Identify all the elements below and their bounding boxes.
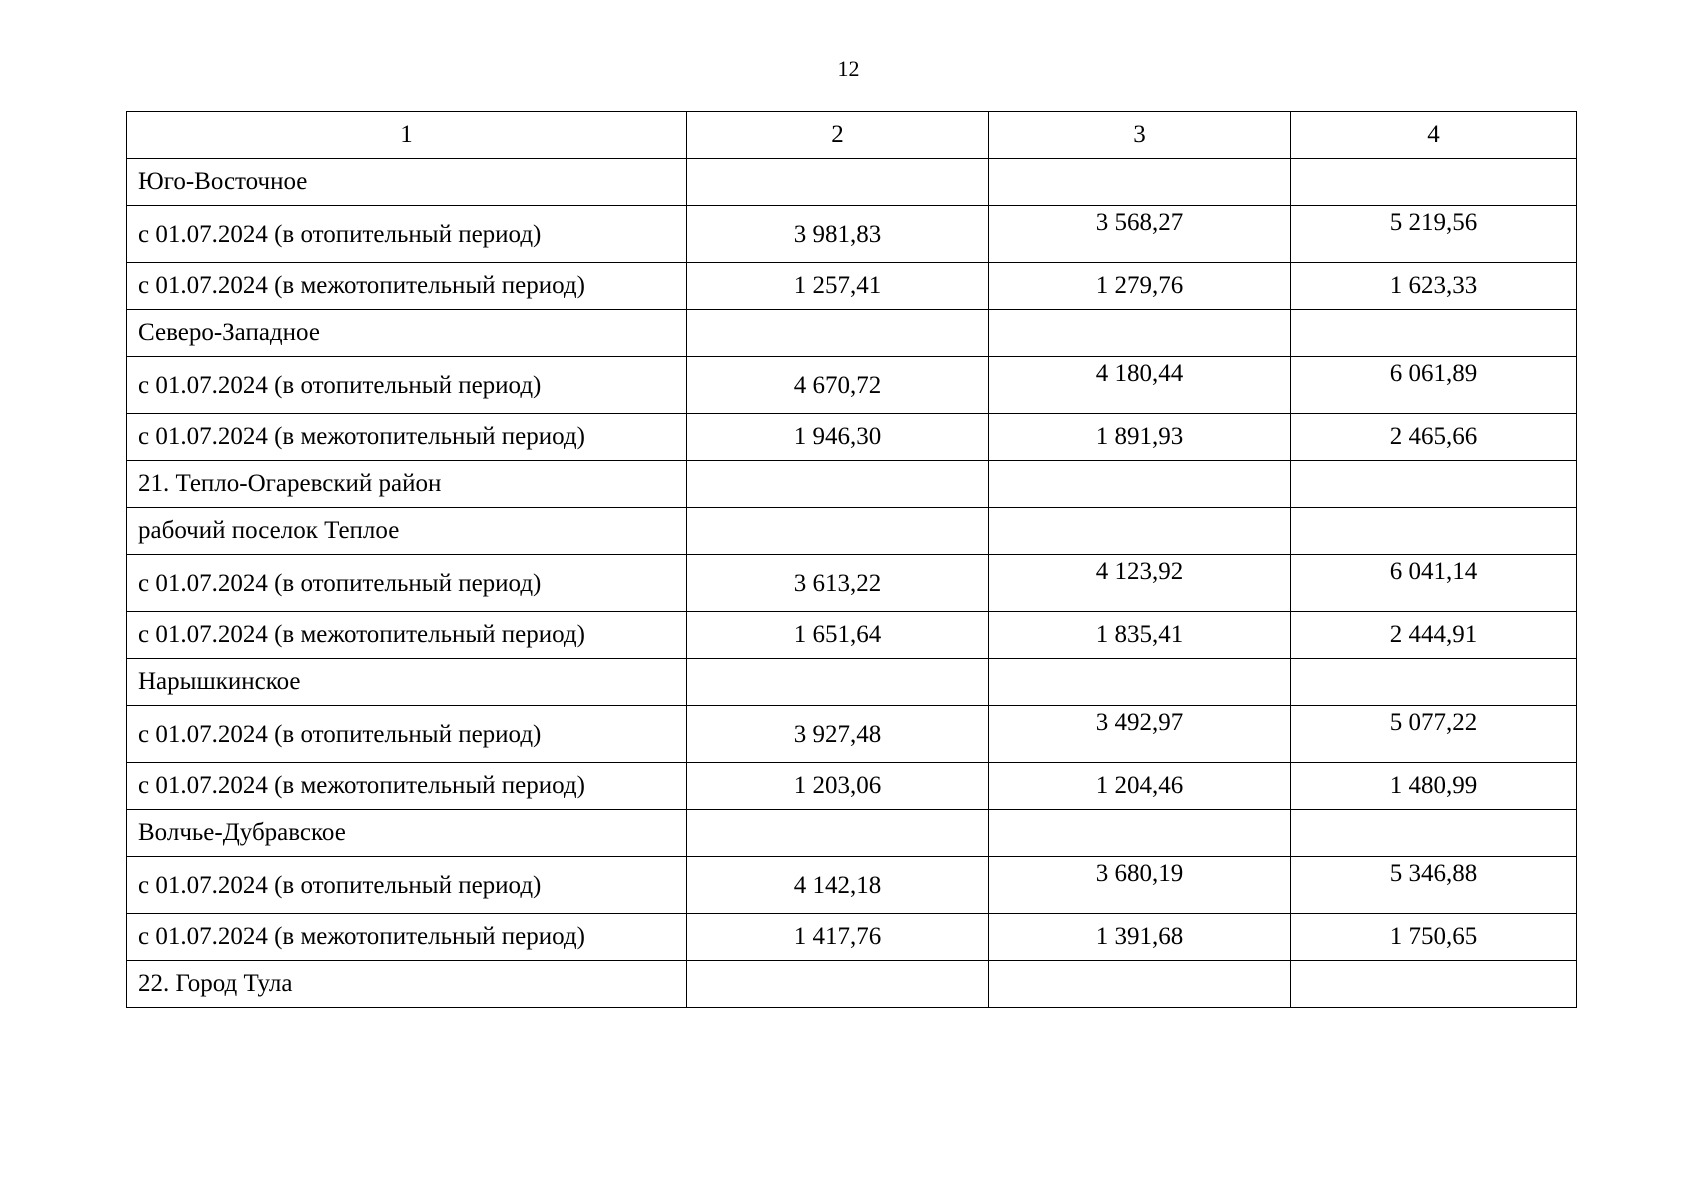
value-cell-column-3 — [989, 159, 1291, 206]
column-header-3: 3 — [989, 112, 1291, 159]
value-cell-column-4: 6 061,89 — [1291, 357, 1577, 414]
row-label-cell: рабочий поселок Теплое — [127, 508, 687, 555]
row-label-cell: с 01.07.2024 (в отопительный период) — [127, 857, 687, 914]
value-cell-column-3: 3 680,19 — [989, 857, 1291, 914]
row-label-cell: 22. Город Тула — [127, 961, 687, 1008]
value-cell-column-4 — [1291, 810, 1577, 857]
table-row — [127, 612, 1577, 659]
value-cell-column-4: 6 041,14 — [1291, 555, 1577, 612]
value-cell-column-3 — [989, 810, 1291, 857]
tariff-table — [126, 111, 1577, 1008]
table-row — [127, 263, 1577, 310]
table-row — [127, 659, 1577, 706]
table-row — [127, 310, 1577, 357]
value-cell-column-3: 1 891,93 — [989, 414, 1291, 461]
value-cell-column-2 — [687, 810, 989, 857]
table-row — [127, 357, 1577, 414]
value-cell-column-3: 1 204,46 — [989, 763, 1291, 810]
value-cell-column-3 — [989, 961, 1291, 1008]
value-cell-column-2 — [687, 159, 989, 206]
value-cell-column-4 — [1291, 159, 1577, 206]
row-label-cell: Волчье-Дубравское — [127, 810, 687, 857]
table-header-row — [127, 112, 1577, 159]
column-header-1: 1 — [127, 112, 687, 159]
value-cell-column-4: 1 750,65 — [1291, 914, 1577, 961]
column-header-4: 4 — [1291, 112, 1577, 159]
table-row — [127, 961, 1577, 1008]
table-row — [127, 555, 1577, 612]
value-cell-column-3: 3 568,27 — [989, 206, 1291, 263]
value-cell-column-3 — [989, 310, 1291, 357]
value-cell-column-2: 3 981,83 — [687, 206, 989, 263]
value-cell-column-2: 3 613,22 — [687, 555, 989, 612]
row-label-cell: с 01.07.2024 (в отопительный период) — [127, 706, 687, 763]
page-number: 12 — [837, 56, 860, 81]
row-label-cell: 21. Тепло-Огаревский район — [127, 461, 687, 508]
value-cell-column-2: 1 257,41 — [687, 263, 989, 310]
value-cell-column-2 — [687, 659, 989, 706]
value-cell-column-4 — [1291, 961, 1577, 1008]
value-cell-column-4: 5 346,88 — [1291, 857, 1577, 914]
row-label-cell: с 01.07.2024 (в межотопительный период) — [127, 763, 687, 810]
table-row — [127, 414, 1577, 461]
row-label-cell: с 01.07.2024 (в отопительный период) — [127, 555, 687, 612]
table-row — [127, 706, 1577, 763]
value-cell-column-4 — [1291, 508, 1577, 555]
row-label-cell: Нарышкинское — [127, 659, 687, 706]
table-row — [127, 763, 1577, 810]
value-cell-column-4: 2 465,66 — [1291, 414, 1577, 461]
value-cell-column-4: 5 219,56 — [1291, 206, 1577, 263]
value-cell-column-3 — [989, 659, 1291, 706]
value-cell-column-3: 3 492,97 — [989, 706, 1291, 763]
table-row — [127, 461, 1577, 508]
value-cell-column-2: 1 417,76 — [687, 914, 989, 961]
value-cell-column-3: 1 391,68 — [989, 914, 1291, 961]
value-cell-column-2 — [687, 461, 989, 508]
value-cell-column-4: 5 077,22 — [1291, 706, 1577, 763]
row-label-cell: с 01.07.2024 (в межотопительный период) — [127, 414, 687, 461]
value-cell-column-2: 4 670,72 — [687, 357, 989, 414]
value-cell-column-2: 3 927,48 — [687, 706, 989, 763]
value-cell-column-4: 1 623,33 — [1291, 263, 1577, 310]
table-row — [127, 206, 1577, 263]
value-cell-column-2: 1 203,06 — [687, 763, 989, 810]
row-label-cell: с 01.07.2024 (в межотопительный период) — [127, 612, 687, 659]
value-cell-column-2: 1 946,30 — [687, 414, 989, 461]
value-cell-column-4 — [1291, 461, 1577, 508]
table-row — [127, 857, 1577, 914]
row-label-cell: Юго-Восточное — [127, 159, 687, 206]
value-cell-column-4: 1 480,99 — [1291, 763, 1577, 810]
value-cell-column-2: 1 651,64 — [687, 612, 989, 659]
value-cell-column-3: 4 180,44 — [989, 357, 1291, 414]
value-cell-column-3 — [989, 461, 1291, 508]
value-cell-column-2 — [687, 961, 989, 1008]
table-row — [127, 159, 1577, 206]
table-row — [127, 914, 1577, 961]
column-header-2: 2 — [687, 112, 989, 159]
value-cell-column-3: 1 835,41 — [989, 612, 1291, 659]
value-cell-column-3: 1 279,76 — [989, 263, 1291, 310]
value-cell-column-4: 2 444,91 — [1291, 612, 1577, 659]
table-body — [127, 159, 1577, 1008]
value-cell-column-2 — [687, 508, 989, 555]
value-cell-column-2 — [687, 310, 989, 357]
value-cell-column-3: 4 123,92 — [989, 555, 1291, 612]
row-label-cell: с 01.07.2024 (в межотопительный период) — [127, 263, 687, 310]
row-label-cell: Северо-Западное — [127, 310, 687, 357]
table-row — [127, 810, 1577, 857]
value-cell-column-4 — [1291, 659, 1577, 706]
row-label-cell: с 01.07.2024 (в отопительный период) — [127, 206, 687, 263]
row-label-cell: с 01.07.2024 (в межотопительный период) — [127, 914, 687, 961]
value-cell-column-3 — [989, 508, 1291, 555]
row-label-cell: с 01.07.2024 (в отопительный период) — [127, 357, 687, 414]
value-cell-column-4 — [1291, 310, 1577, 357]
value-cell-column-2: 4 142,18 — [687, 857, 989, 914]
table-row — [127, 508, 1577, 555]
